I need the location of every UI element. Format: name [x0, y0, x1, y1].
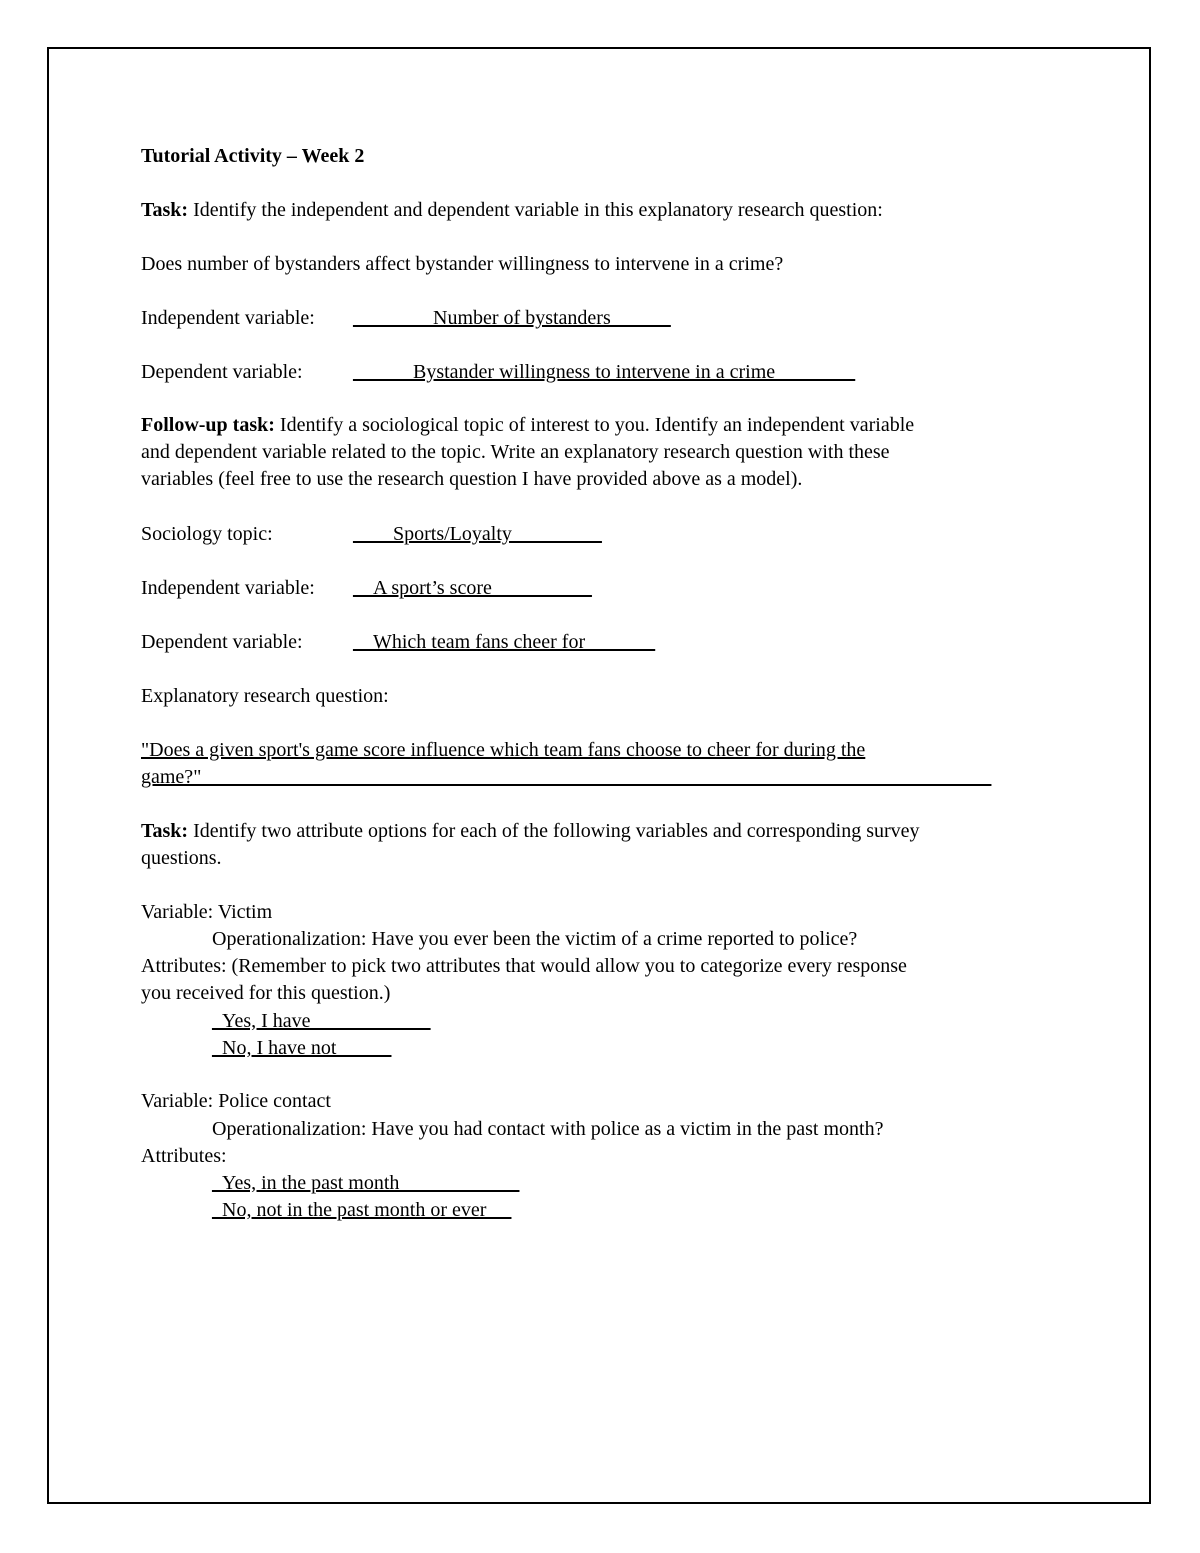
task1-independent-row	[141, 305, 671, 332]
variable-victim: Variable: Victim	[141, 901, 273, 923]
police-contact-operationalization: Operationalization: Have you had contact with police as a victim in the past month?	[212, 1118, 884, 1140]
research-question-answer-line-1[interactable]: "Does a given sport's game score influence which team fans choose to cheer for during the	[141, 739, 866, 761]
task1-dependent-row	[141, 359, 855, 386]
variable-police-contact: Variable: Police contact	[141, 1090, 331, 1112]
dependent-variable-answer[interactable]: ______Bystander willingness to intervene in a crime________	[353, 361, 856, 383]
followup-dependent-answer[interactable]: __Which team fans cheer for_______	[353, 631, 656, 653]
police-contact-attribute-1[interactable]: _Yes, in the past month____________	[212, 1172, 520, 1194]
task1-question: Does number of bystanders affect bystander willingness to intervene in a crime?	[141, 253, 784, 275]
task1-text: Identify the independent and dependent variable in this explanatory research question:	[188, 199, 883, 221]
followup-dependent-label: Dependent variable:	[141, 631, 303, 653]
followup-independent-row	[141, 575, 592, 602]
followup-label: Follow-up task:	[141, 414, 275, 436]
victim-operationalization: Operationalization: Have you ever been the victim of a crime reported to police?	[212, 928, 858, 950]
document-title: Tutorial Activity – Week 2	[141, 145, 365, 167]
dependent-variable-label: Dependent variable:	[141, 361, 303, 383]
police-contact-attributes-label: Attributes:	[141, 1145, 227, 1167]
followup-instruction-line-1: Follow-up task: Identify a sociological topic of interest to you. Identify an independent variable	[141, 414, 915, 436]
independent-variable-answer[interactable]: ________Number of bystanders______	[353, 307, 671, 329]
followup-independent-answer[interactable]: __A sport’s score__________	[353, 577, 592, 599]
victim-attribute-2[interactable]: _No, I have not__ ___	[212, 1037, 392, 1059]
sociology-topic-label: Sociology topic:	[141, 523, 273, 545]
followup-instruction-line-3: variables (feel free to use the research question I have provided above as a model).	[141, 468, 803, 490]
task2-instruction-line-1: Task: Identify two attribute options for each of the following variables and corresponding survey	[141, 820, 920, 842]
police-contact-attribute-2[interactable]: _No, not in the past month or ever_ _	[212, 1199, 512, 1221]
independent-variable-label: Independent variable:	[141, 307, 315, 329]
followup-independent-label: Independent variable:	[141, 577, 315, 599]
victim-attributes-line-1: Attributes: (Remember to pick two attributes that would allow you to categorize every response	[141, 955, 907, 977]
task2-label: Task:	[141, 820, 189, 842]
victim-attributes-line-2: you received for this question.)	[141, 982, 391, 1004]
sociology-topic-answer[interactable]: ____Sports/Loyalty_________	[353, 523, 602, 545]
followup-instruction-line-2: and dependent variable related to the topic. Write an explanatory research question with these	[141, 441, 890, 463]
research-question-label: Explanatory research question:	[141, 685, 389, 707]
victim-attribute-1[interactable]: _Yes, I have____________	[212, 1010, 431, 1032]
sociology-topic-row	[141, 521, 602, 548]
task2-instruction-line-2: questions.	[141, 847, 222, 869]
task1-label: Task:	[141, 199, 189, 221]
research-question-answer-line-2[interactable]: game?"_______________________________________________________________________________	[141, 766, 992, 788]
followup-dependent-row	[141, 629, 655, 656]
task1-instruction	[141, 197, 883, 224]
